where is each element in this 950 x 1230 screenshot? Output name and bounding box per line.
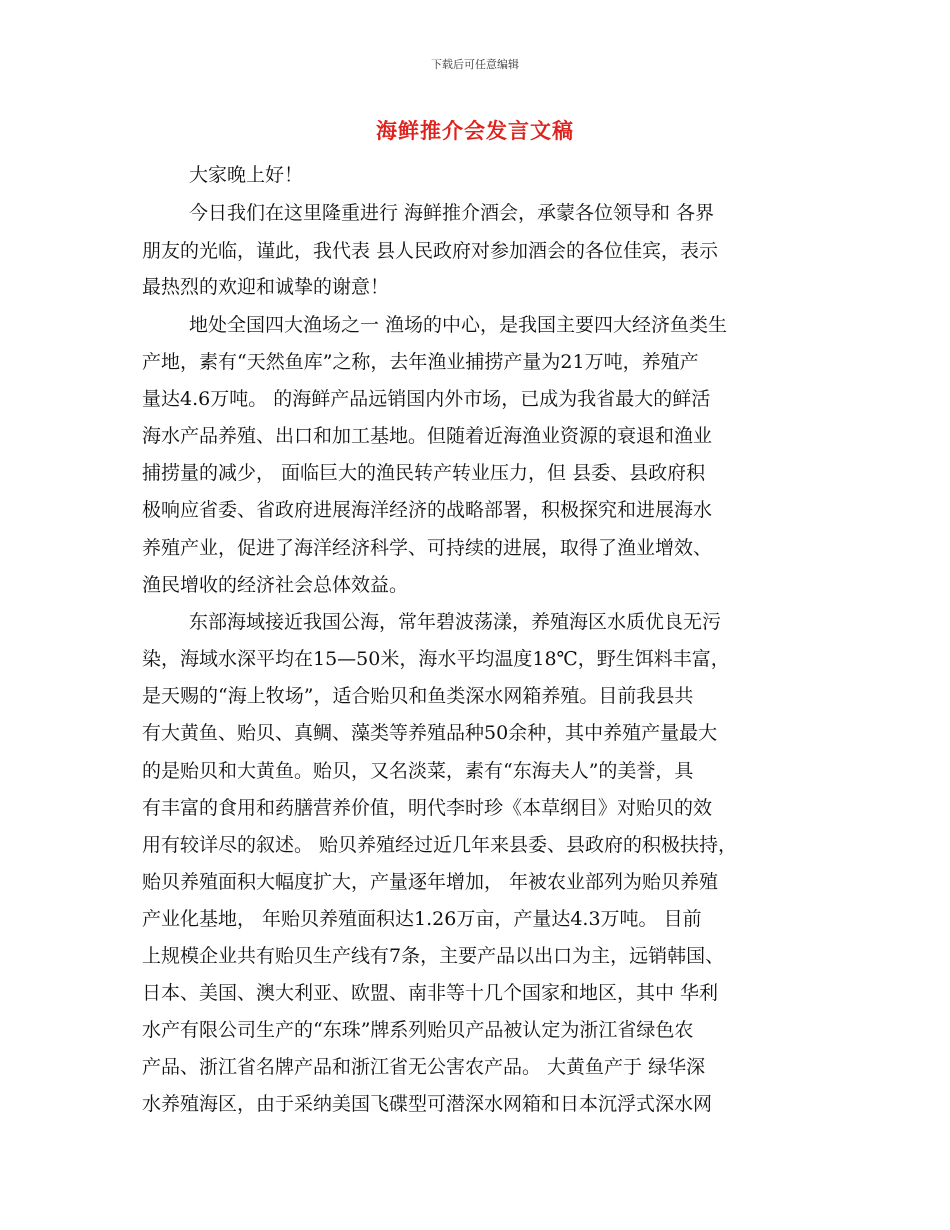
text-line: 地处全国四大渔场之一 渔场的中心，是我国主要四大经济鱼类生: [189, 314, 728, 336]
text-line: 极响应省委、省政府进展海洋经济的战略部署，积极探究和进展海水: [142, 499, 713, 521]
text-line: 最热烈的欢迎和诚挚的谢意！: [142, 276, 390, 298]
text-line: 有丰富的食用和药膳营养价值，明代李时珍《本草纲目》对贻贝的效: [142, 797, 713, 819]
text-line: 有大黄鱼、贻贝、真鲷、藻类等养殖品种50余种，其中养殖产量最大: [142, 722, 718, 744]
text-line: 朋友的光临，谨此，我代表 县人民政府对参加酒会的各位佳宾，表示: [142, 240, 719, 262]
text-line: 养殖产业，促进了海洋经济科学、可持续的进展，取得了渔业增效、: [142, 537, 713, 559]
text-line: 产品、浙江省名牌产品和浙江省无公害农产品。 大黄鱼产于 绿华深: [142, 1056, 706, 1078]
text-line: 上规模企业共有贻贝生产线有7条，主要产品以出口为主，远销韩国、: [142, 945, 725, 967]
text-line: 用有较详尽的叙述。 贻贝养殖经过近几年来县委、县政府的积极扶持，: [142, 834, 738, 856]
text-line: 日本、美国、澳大利亚、欧盟、南非等十几个国家和地区，其中 华利: [142, 982, 719, 1004]
text-line: 东部海域接近我国公海，常年碧波荡漾，养殖海区水质优良无污: [189, 611, 722, 633]
header-note: 下载后可任意编辑: [431, 58, 519, 71]
document-title: 海鲜推介会发言文稿: [376, 119, 574, 143]
text-line: 产地，素有“天然鱼库”之称，去年渔业捕捞产量为21万吨，养殖产: [142, 351, 699, 373]
text-line: 海水产品养殖、出口和加工基地。但随着近海渔业资源的衰退和渔业: [142, 425, 713, 447]
text-line: 捕捞量的减少， 面临巨大的渔民转产转业压力，但 县委、县政府积: [142, 462, 706, 484]
text-line: 产业化基地， 年贻贝养殖面积达1.26万亩，产量达4.3万吨。 目前: [142, 908, 702, 930]
text-line: 染，海域水深平均在15—50米，海水平均温度18℃，野生饵料丰富，: [142, 648, 730, 670]
text-line: 大家晚上好！: [189, 164, 304, 186]
text-line: 水养殖海区，由于采纳美国飞碟型可潜深水网箱和日本沉浮式深水网: [142, 1093, 713, 1115]
text-line: 的是贻贝和大黄鱼。贻贝，又名淡菜，素有“东海夫人”的美誉，具: [142, 760, 694, 782]
text-line: 渔民增收的经济社会总体效益。: [142, 574, 409, 596]
text-line: 量达4.6万吨。 的海鲜产品远销国内外市场，已成为我省最大的鲜活: [142, 388, 711, 410]
text-line: 今日我们在这里隆重进行 海鲜推介酒会，承蒙各位领导和 各界: [189, 202, 715, 224]
text-line: 贻贝养殖面积大幅度扩大，产量逐年增加， 年被农业部列为贻贝养殖: [142, 871, 719, 893]
text-line: 水产有限公司生产的“东珠”牌系列贻贝产品被认定为浙江省绿色农: [142, 1019, 694, 1041]
text-line: 是天赐的“海上牧场”，适合贻贝和鱼类深水网箱养殖。目前我县共: [142, 685, 694, 707]
